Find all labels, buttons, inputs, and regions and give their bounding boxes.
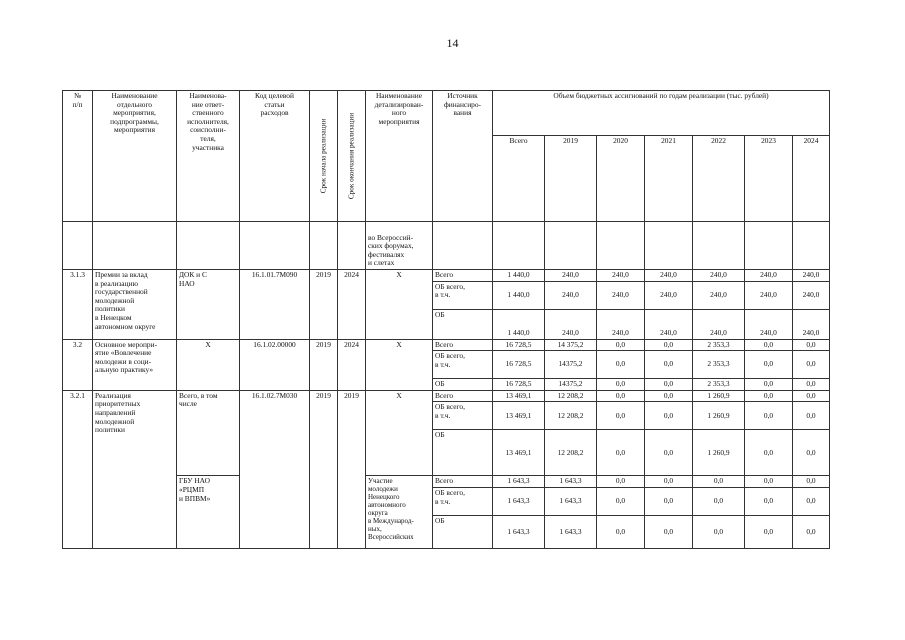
row-start: 2019	[310, 339, 338, 390]
value-cell: 0,0	[645, 379, 693, 391]
value-cell: 13 469,1	[493, 390, 545, 402]
row-num: 3.1.3	[63, 270, 93, 340]
value-cell: 0,0	[745, 351, 793, 379]
value-cell: 0,0	[597, 476, 645, 488]
row-source: Всего	[433, 270, 493, 282]
value-cell: 0,0	[645, 390, 693, 402]
value-cell: 240,0	[745, 270, 793, 282]
carry-empty	[793, 222, 830, 270]
row-executor: ДОК и С НАО	[177, 270, 240, 340]
header-end-text: Срок окончания реализации	[347, 112, 356, 200]
header-year-2021: 2021	[645, 136, 693, 222]
value-cell: 0,0	[597, 430, 645, 476]
value-cell: 240,0	[693, 281, 745, 309]
value-cell: 240,0	[545, 309, 597, 339]
header-start	[310, 91, 338, 222]
value-cell: 13 469,1	[493, 430, 545, 476]
row-source: ОБ всего, в т.ч.	[433, 351, 493, 379]
row-name: Реализация приоритетных направлений молодежной политики	[93, 390, 177, 548]
carry-empty	[493, 222, 545, 270]
value-cell: 0,0	[645, 515, 693, 548]
header-year-2020: 2020	[597, 136, 645, 222]
value-cell: 0,0	[745, 430, 793, 476]
carry-empty	[240, 222, 310, 270]
value-cell: 1 440,0	[493, 270, 545, 282]
row-code: 16.1.02.00000	[240, 339, 310, 390]
value-cell: 0,0	[597, 351, 645, 379]
row-executor: ГБУ НАО «РЦМП и ВПВМ»	[177, 476, 240, 549]
carry-empty	[433, 222, 493, 270]
header-year-2022: 2022	[693, 136, 745, 222]
value-cell: 240,0	[597, 270, 645, 282]
value-cell: 0,0	[597, 379, 645, 391]
value-cell: 0,0	[745, 379, 793, 391]
row-detail: Х	[366, 270, 433, 340]
value-cell: 1 643,3	[493, 515, 545, 548]
row-source: Всего	[433, 476, 493, 488]
value-cell: 240,0	[645, 309, 693, 339]
value-cell: 1 440,0	[493, 309, 545, 339]
value-cell: 0,0	[793, 476, 830, 488]
value-cell: 0,0	[745, 402, 793, 430]
value-cell: 0,0	[745, 390, 793, 402]
value-cell: 2 353,3	[693, 351, 745, 379]
row-source: Всего	[433, 390, 493, 402]
value-cell: 240,0	[545, 281, 597, 309]
row-detail: Х	[366, 390, 433, 476]
value-cell: 2 353,3	[693, 339, 745, 351]
row-end: 2019	[338, 390, 366, 548]
value-cell: 240,0	[693, 270, 745, 282]
value-cell: 1 643,3	[493, 476, 545, 488]
header-start-text: Срок начала реализации	[319, 118, 328, 194]
value-cell: 16 728,5	[493, 351, 545, 379]
row-num: 3.2	[63, 339, 93, 390]
header-year-2024: 2024	[793, 136, 830, 222]
value-cell: 0,0	[597, 402, 645, 430]
value-cell: 240,0	[597, 309, 645, 339]
budget-table	[62, 90, 830, 549]
value-cell: 0,0	[597, 339, 645, 351]
row-executor: Х	[177, 339, 240, 390]
value-cell: 0,0	[645, 351, 693, 379]
value-cell: 0,0	[645, 476, 693, 488]
value-cell: 0,0	[597, 515, 645, 548]
value-cell: 1 440,0	[493, 281, 545, 309]
row-source: Всего	[433, 339, 493, 351]
carry-empty	[177, 222, 240, 270]
value-cell: 1 643,3	[545, 487, 597, 515]
value-cell: 1 643,3	[493, 487, 545, 515]
value-cell: 0,0	[793, 379, 830, 391]
row-end: 2024	[338, 339, 366, 390]
value-cell: 0,0	[745, 339, 793, 351]
header-code: Код целевой статьи расходов	[240, 91, 310, 222]
value-cell: 0,0	[793, 339, 830, 351]
carry-empty	[93, 222, 177, 270]
header-year-2019: 2019	[545, 136, 597, 222]
value-cell: 0,0	[597, 390, 645, 402]
value-cell: 0,0	[693, 487, 745, 515]
header-source: Источник финансиро- вания	[433, 91, 493, 222]
carry-empty	[745, 222, 793, 270]
value-cell: 0,0	[793, 487, 830, 515]
header-volume: Объем бюджетных ассигнований по годам реализации (тыс. рублей)	[493, 91, 830, 136]
value-cell: 0,0	[793, 402, 830, 430]
value-cell: 0,0	[645, 339, 693, 351]
header-detail: Наименование детализирован- ного мероприятия	[366, 91, 433, 222]
value-cell: 0,0	[693, 476, 745, 488]
value-cell: 2 353,3	[693, 379, 745, 391]
row-source: ОБ	[433, 430, 493, 476]
row-source: ОБ	[433, 379, 493, 391]
value-cell: 0,0	[645, 430, 693, 476]
value-cell: 1 260,9	[693, 402, 745, 430]
value-cell: 0,0	[793, 515, 830, 548]
carry-empty	[693, 222, 745, 270]
carry-empty	[63, 222, 93, 270]
value-cell: 240,0	[745, 281, 793, 309]
value-cell: 13 469,1	[493, 402, 545, 430]
row-source: ОБ	[433, 309, 493, 339]
value-cell: 0,0	[745, 476, 793, 488]
value-cell: 240,0	[645, 281, 693, 309]
row-source: ОБ всего, в т.ч.	[433, 487, 493, 515]
row-source: ОБ всего, в т.ч.	[433, 281, 493, 309]
value-cell: 240,0	[745, 309, 793, 339]
value-cell: 240,0	[793, 309, 830, 339]
value-cell: 0,0	[645, 402, 693, 430]
carry-detail: во Всероссий- ских форумах, фестивалях и слетах	[366, 222, 433, 270]
value-cell: 16 728,5	[493, 339, 545, 351]
value-cell: 240,0	[645, 270, 693, 282]
carry-empty	[338, 222, 366, 270]
carry-empty	[545, 222, 597, 270]
row-num: 3.2.1	[63, 390, 93, 548]
value-cell: 1 260,9	[693, 430, 745, 476]
value-cell: 0,0	[793, 430, 830, 476]
value-cell: 14375,2	[545, 351, 597, 379]
value-cell: 1 260,9	[693, 390, 745, 402]
page-number: 14	[446, 36, 459, 50]
header-name: Наименование отдельного мероприятия, подпрограммы, мероприятия	[93, 91, 177, 222]
row-code: 16.1.02.7М030	[240, 390, 310, 548]
header-end	[338, 91, 366, 222]
value-cell: 12 208,2	[545, 390, 597, 402]
value-cell: 240,0	[597, 281, 645, 309]
value-cell: 0,0	[645, 487, 693, 515]
value-cell: 16 728,5	[493, 379, 545, 391]
row-detail: Участие молодежи Ненецкого автономного округа в Международ- ных, Всероссийских	[366, 476, 433, 549]
value-cell: 240,0	[545, 270, 597, 282]
value-cell: 240,0	[793, 270, 830, 282]
header-executor: Наименова- ние ответ- ственного исполнителя, соисполни- теля, участника	[177, 91, 240, 222]
row-name: Основное меропри- ятие «Вовлечение молодежи в соци- альную практику»	[93, 339, 177, 390]
row-name: Премии за вклад в реализацию государственной молодежной политики в Ненецком автономном округе	[93, 270, 177, 340]
value-cell: 12 208,2	[545, 402, 597, 430]
value-cell: 1 643,3	[545, 476, 597, 488]
row-end: 2024	[338, 270, 366, 340]
header-num: № п/п	[63, 91, 93, 222]
value-cell: 0,0	[793, 351, 830, 379]
row-code: 16.1.01.7М090	[240, 270, 310, 340]
value-cell: 12 208,2	[545, 430, 597, 476]
row-detail: Х	[366, 339, 433, 390]
carry-empty	[645, 222, 693, 270]
value-cell: 1 643,3	[545, 515, 597, 548]
value-cell: 0,0	[693, 515, 745, 548]
carry-empty	[597, 222, 645, 270]
row-start: 2019	[310, 390, 338, 548]
value-cell: 240,0	[793, 281, 830, 309]
row-source: ОБ всего, в т.ч.	[433, 402, 493, 430]
value-cell: 0,0	[597, 487, 645, 515]
row-executor: Всего, в том числе	[177, 390, 240, 476]
value-cell: 0,0	[745, 487, 793, 515]
header-year-total: Всего	[493, 136, 545, 222]
value-cell: 14375,2	[545, 379, 597, 391]
row-source: ОБ	[433, 515, 493, 548]
row-start: 2019	[310, 270, 338, 340]
carry-empty	[310, 222, 338, 270]
value-cell: 0,0	[745, 515, 793, 548]
value-cell: 0,0	[793, 390, 830, 402]
header-year-2023: 2023	[745, 136, 793, 222]
value-cell: 240,0	[693, 309, 745, 339]
value-cell: 14 375,2	[545, 339, 597, 351]
